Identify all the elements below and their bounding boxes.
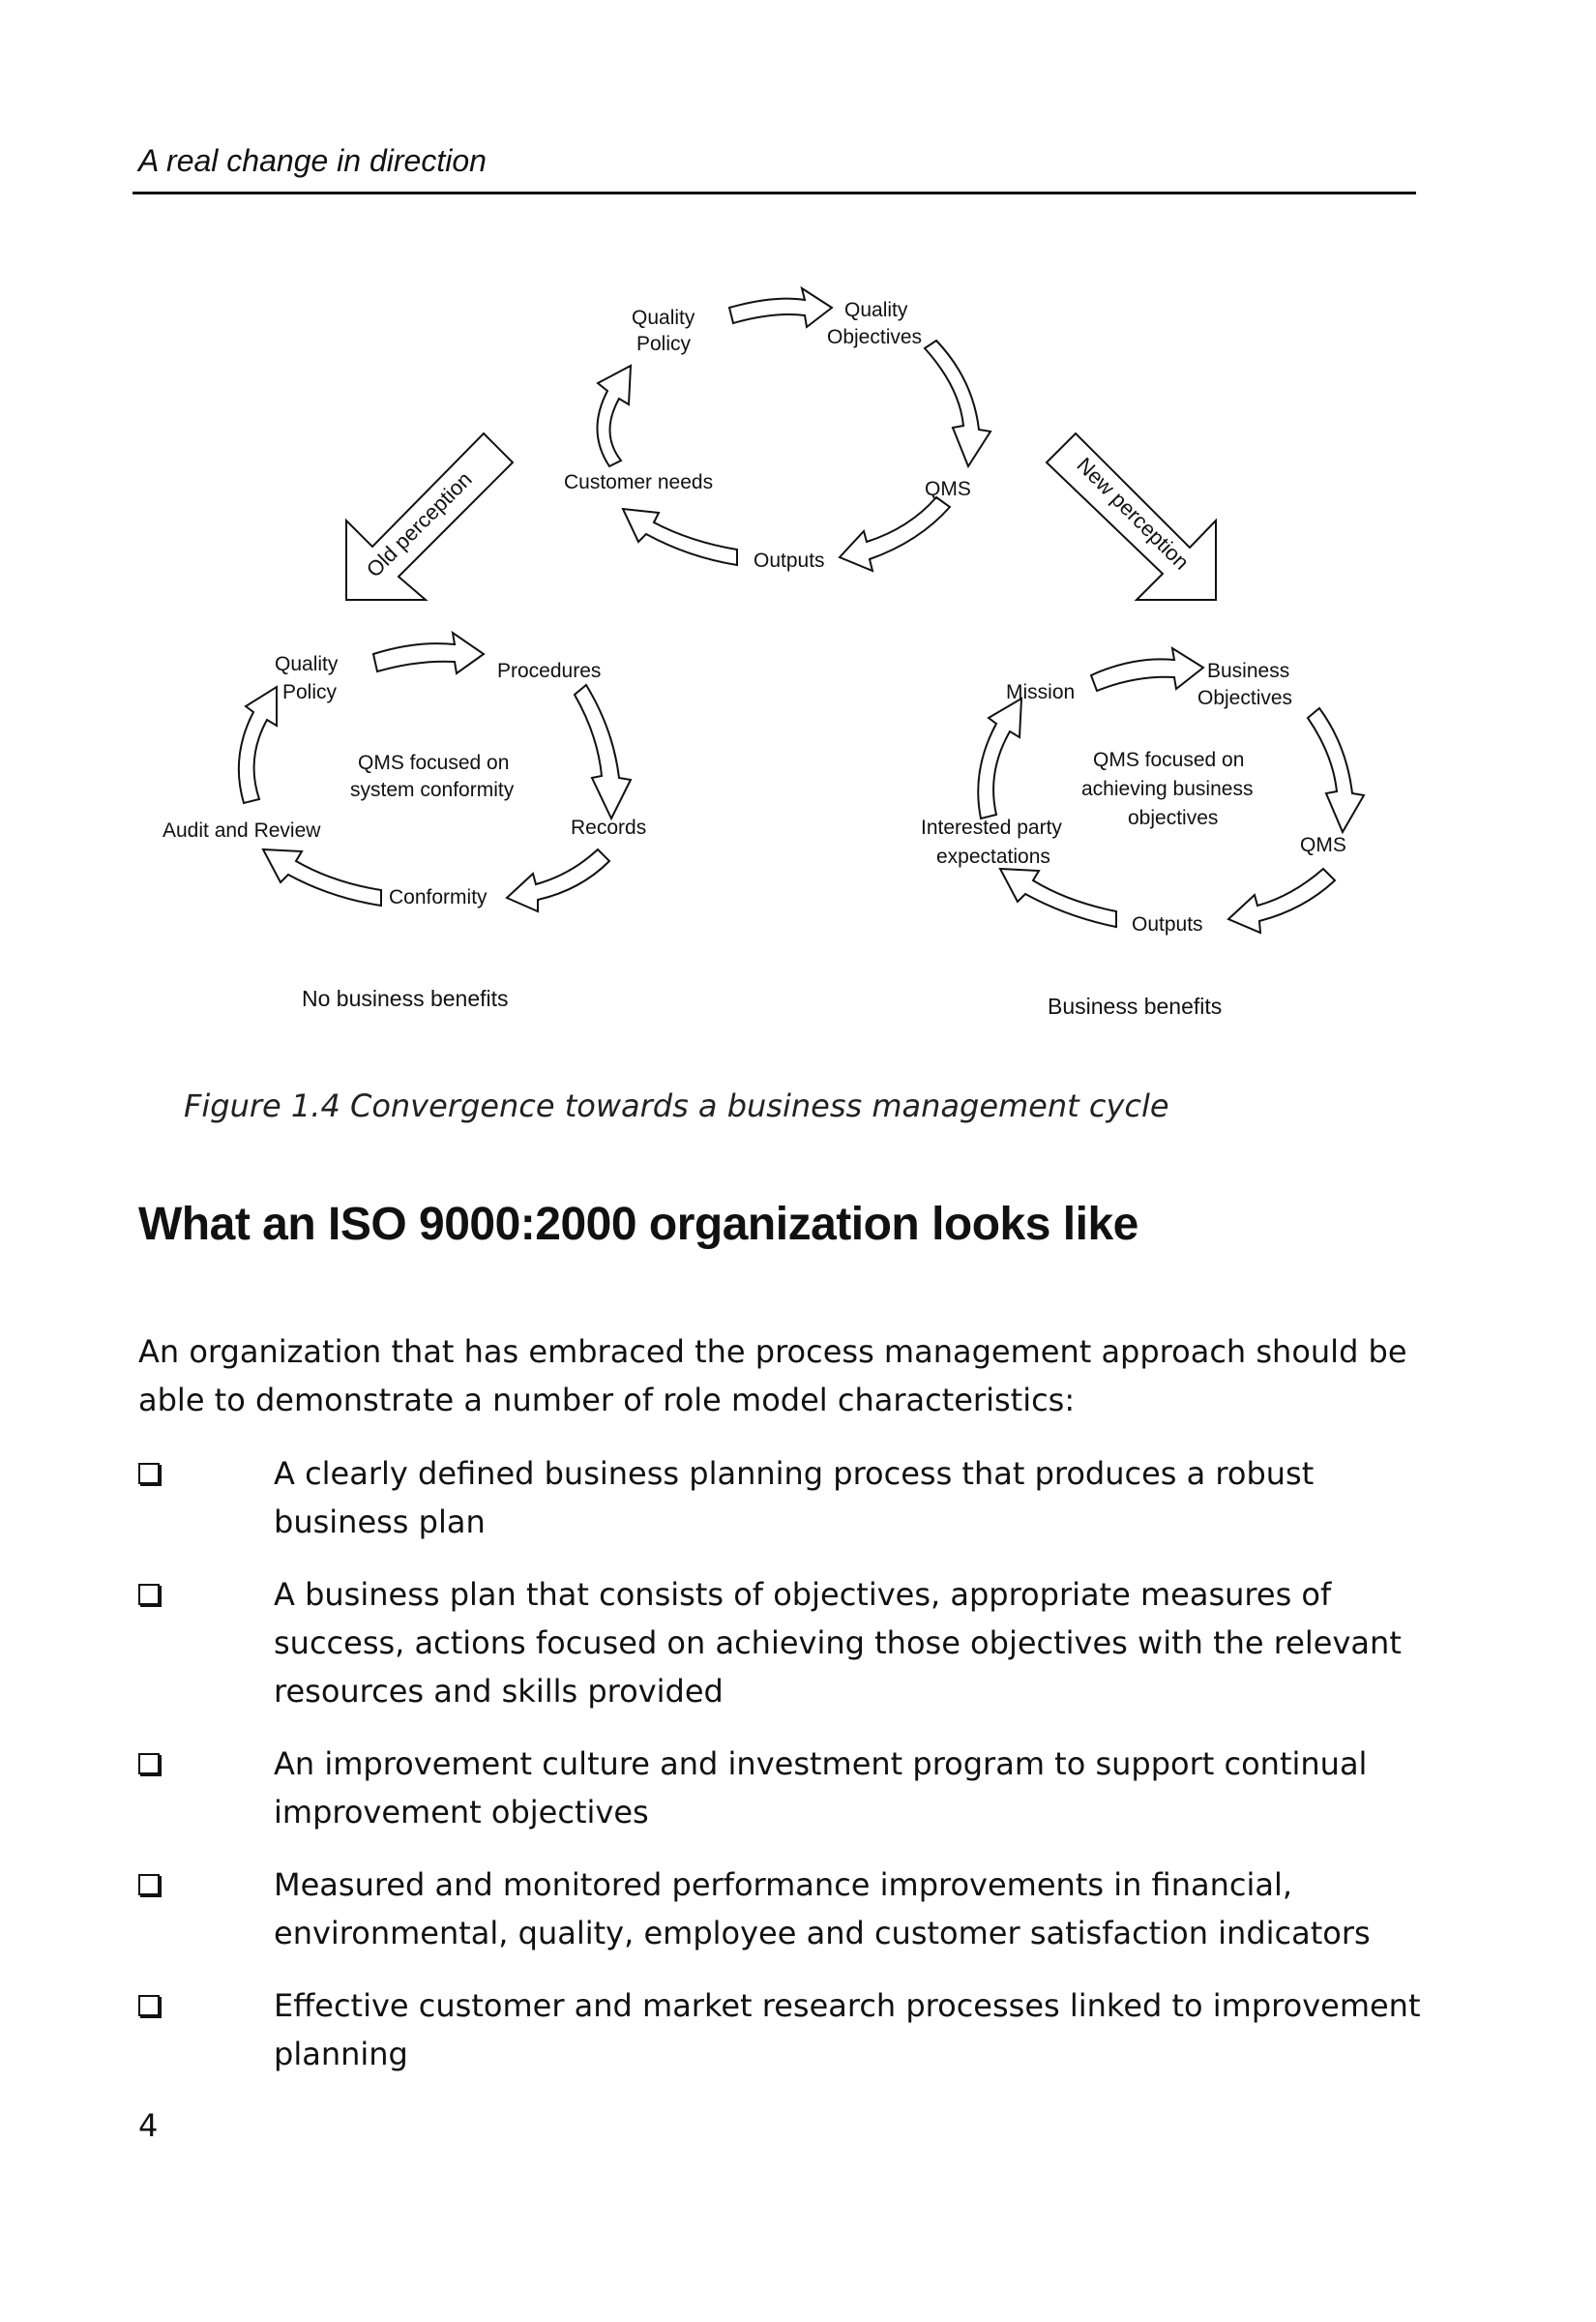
list-item-text: A clearly defined business planning process that produces a robust business plan	[274, 1455, 1315, 1540]
page-number: 4	[138, 2107, 159, 2144]
running-head: A real change in direction	[138, 143, 487, 178]
label-right-center-3: objectives	[1128, 807, 1219, 829]
arrow-records-to-conformity	[507, 849, 609, 911]
arrow-outputs-to-interested	[1000, 869, 1116, 927]
label-interested-1: Interested party	[921, 817, 1062, 839]
intro-paragraph: An organization that has embraced the process management approach should be able to demonstrate a number of role model characteristics:	[138, 1333, 1407, 1418]
arrow-policy-to-objectives	[729, 288, 832, 327]
arrow-qms-to-outputs	[840, 497, 950, 571]
label-interested-2: expectations	[936, 846, 1050, 868]
arrow-objectives-to-qms-right	[1308, 708, 1364, 832]
list-item	[138, 1740, 1434, 1836]
label-business-objectives-1: Business	[1207, 660, 1290, 682]
list-item-text: Effective customer and market research processes linked to improvement planning	[274, 1987, 1421, 2072]
label-right-outputs: Outputs	[1132, 913, 1203, 936]
left-cycle	[163, 633, 646, 1011]
checkbox-bullet-icon	[138, 1753, 160, 1774]
label-old-perception: Old perception	[361, 466, 477, 582]
label-no-business-benefits: No business benefits	[302, 986, 509, 1011]
label-business-objectives-2: Objectives	[1197, 687, 1293, 709]
label-left-center-1: QMS focused on	[358, 752, 510, 774]
list-item-text: Measured and monitored performance improvements in financial, environmental, quality, employee and customer satisfaction indicators	[274, 1866, 1371, 1951]
arrow-policy-to-procedures	[373, 633, 484, 673]
checkbox-bullet-icon	[138, 1874, 160, 1895]
list-item-text: An improvement culture and investment program to support continual improvement objectives	[274, 1745, 1368, 1831]
checkbox-bullet-icon	[138, 1463, 160, 1484]
label-right-center-1: QMS focused on	[1093, 749, 1245, 771]
label-mission: Mission	[1006, 681, 1076, 703]
arrow-customer-needs-to-policy	[597, 366, 631, 466]
label-left-quality-policy-2: Policy	[282, 681, 338, 703]
list-item	[138, 1449, 1434, 1546]
label-procedures: Procedures	[497, 660, 602, 682]
arrow-outputs-to-customer-needs	[623, 509, 737, 565]
list-item	[138, 1981, 1434, 2078]
arrow-mission-to-objectives	[1091, 648, 1203, 691]
label-top-quality-objectives-1: Quality	[844, 299, 908, 321]
section-title: What an ISO 9000:2000 organization looks like	[138, 1199, 1138, 1250]
list-item	[138, 1861, 1434, 1957]
convergence-diagram	[0, 0, 1596, 1045]
list-item	[138, 1570, 1434, 1715]
arrow-objectives-to-qms	[925, 341, 990, 466]
label-right-qms: QMS	[1300, 834, 1346, 856]
label-top-qms: QMS	[925, 478, 971, 500]
checkbox-bullet-icon	[138, 1584, 160, 1605]
label-top-quality-objectives-2: Objectives	[827, 326, 923, 348]
characteristics-list	[138, 1449, 1434, 2102]
label-conformity: Conformity	[389, 886, 488, 908]
figure-caption: Figure 1.4 Convergence towards a business management cycle	[184, 1087, 1169, 1124]
label-audit-review: Audit and Review	[163, 819, 321, 842]
arrow-conformity-to-audit	[263, 849, 381, 906]
label-top-quality-policy-1: Quality	[632, 307, 695, 329]
label-new-perception: New perception	[1072, 452, 1195, 575]
right-cycle	[921, 648, 1364, 1019]
list-item-text: A business plan that consists of objectives, appropriate measures of success, actions focused on achieving those objectives with the relevant resources and skills provided	[274, 1576, 1402, 1710]
arrow-interested-to-mission	[978, 699, 1021, 819]
arrow-audit-to-policy	[239, 687, 277, 803]
top-cycle	[564, 288, 990, 572]
label-left-center-2: system conformity	[350, 779, 515, 801]
label-top-outputs: Outputs	[754, 550, 825, 572]
label-customer-needs: Customer needs	[564, 471, 714, 493]
arrow-procedures-to-records	[575, 685, 631, 819]
label-business-benefits: Business benefits	[1048, 994, 1223, 1019]
label-right-center-2: achieving business	[1081, 778, 1254, 800]
label-records: Records	[571, 817, 647, 839]
label-top-quality-policy-2: Policy	[636, 333, 692, 355]
new-perception-arrow	[1047, 433, 1216, 600]
label-left-quality-policy-1: Quality	[275, 653, 339, 675]
checkbox-bullet-icon	[138, 1995, 160, 2016]
old-perception-arrow	[346, 433, 513, 600]
arrow-qms-to-outputs-right	[1228, 869, 1335, 933]
